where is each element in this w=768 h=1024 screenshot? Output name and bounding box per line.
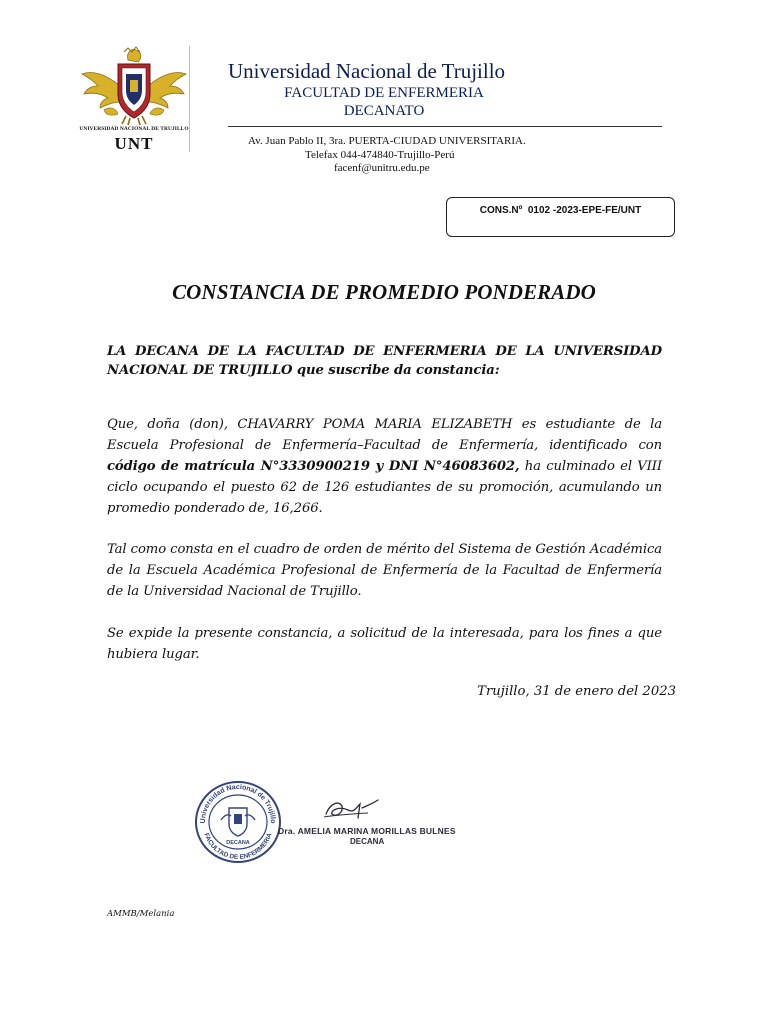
handwritten-signature-icon [322, 796, 382, 822]
issue-date: Trujillo, 31 de enero del 2023 [477, 684, 676, 699]
reference-number-box [446, 197, 675, 237]
reference-number [447, 205, 674, 216]
seal-ring-top-text: Universidad Nacional de Trujillo [199, 783, 277, 824]
footer-initials: AMMB/Melania [107, 909, 175, 919]
header-horizontal-divider [228, 126, 662, 127]
university-logo [76, 44, 192, 156]
address-line-1: Av. Juan Pablo II, 3ra. PUERTA-CIUDAD UNIVERSITARIA. [248, 135, 526, 147]
seal-center-text: DECANA [226, 840, 250, 846]
email-address: facenf@unitru.edu.pe [334, 162, 430, 174]
p1-student-ids: código de matrícula N°3330900219 y DNI N°46083602, [107, 459, 520, 474]
logo-caption-unt: UNT [114, 134, 154, 153]
logo-caption-small: UNIVERSIDAD NACIONAL DE TRUJILLO [79, 126, 189, 132]
p1-text-c: ha culminado el VIII ciclo ocupando el puesto 62 de 126 estudiantes de su promoción, acumulando un promedio ponderado de, 16,266. [107, 459, 663, 516]
seal-ring-bottom-text: FACULTAD DE ENFERMERIA [202, 832, 274, 862]
header-vertical-divider [189, 46, 190, 152]
faculty-seal [193, 780, 283, 864]
signer-name: Dra. AMELIA MARINA MORILLAS BULNES [278, 826, 456, 836]
signature [322, 796, 382, 822]
faculty-name: FACULTAD DE ENFERMERIA [284, 85, 484, 101]
intro-paragraph: LA DECANA DE LA FACULTAD DE ENFERMERIA DE LA UNIVERSIDAD NACIONAL DE TRUJILLO que suscribe da constancia: [107, 344, 662, 378]
body-paragraph-1 [107, 414, 662, 519]
reference-value: 0102 -2023-EPE-FE/UNT [527, 205, 642, 216]
body-paragraph-2: Tal como consta en el cuadro de orden de mérito del Sistema de Gestión Académica de la Escuela Académica Profesional de Enfermería de la Facultad de Enfermería de la Universidad Nacional de Trujillo. [107, 542, 662, 599]
university-name: Universidad Nacional de Trujillo [228, 59, 506, 83]
faculty-seal-icon [193, 780, 283, 864]
document-title: CONSTANCIA DE PROMEDIO PONDERADO [172, 280, 596, 304]
reference-label: CONS.Nº [479, 205, 523, 216]
unt-crest-icon [76, 44, 192, 126]
p1-text-a: Que, doña (don), CHAVARRY POMA MARIA ELIZABETH es estudiante de la Escuela Profesional de Enfermería–Facultad de Enfermería, identificado con [107, 417, 662, 453]
body-paragraph-3: Se expide la presente constancia, a solicitud de la interesada, para los fines a que hubiera lugar. [107, 626, 662, 662]
address-line-2: Telefax 044-474840-Trujillo-Perú [305, 149, 455, 161]
signer-role: DECANA [350, 837, 385, 846]
office-name: DECANATO [343, 103, 425, 119]
